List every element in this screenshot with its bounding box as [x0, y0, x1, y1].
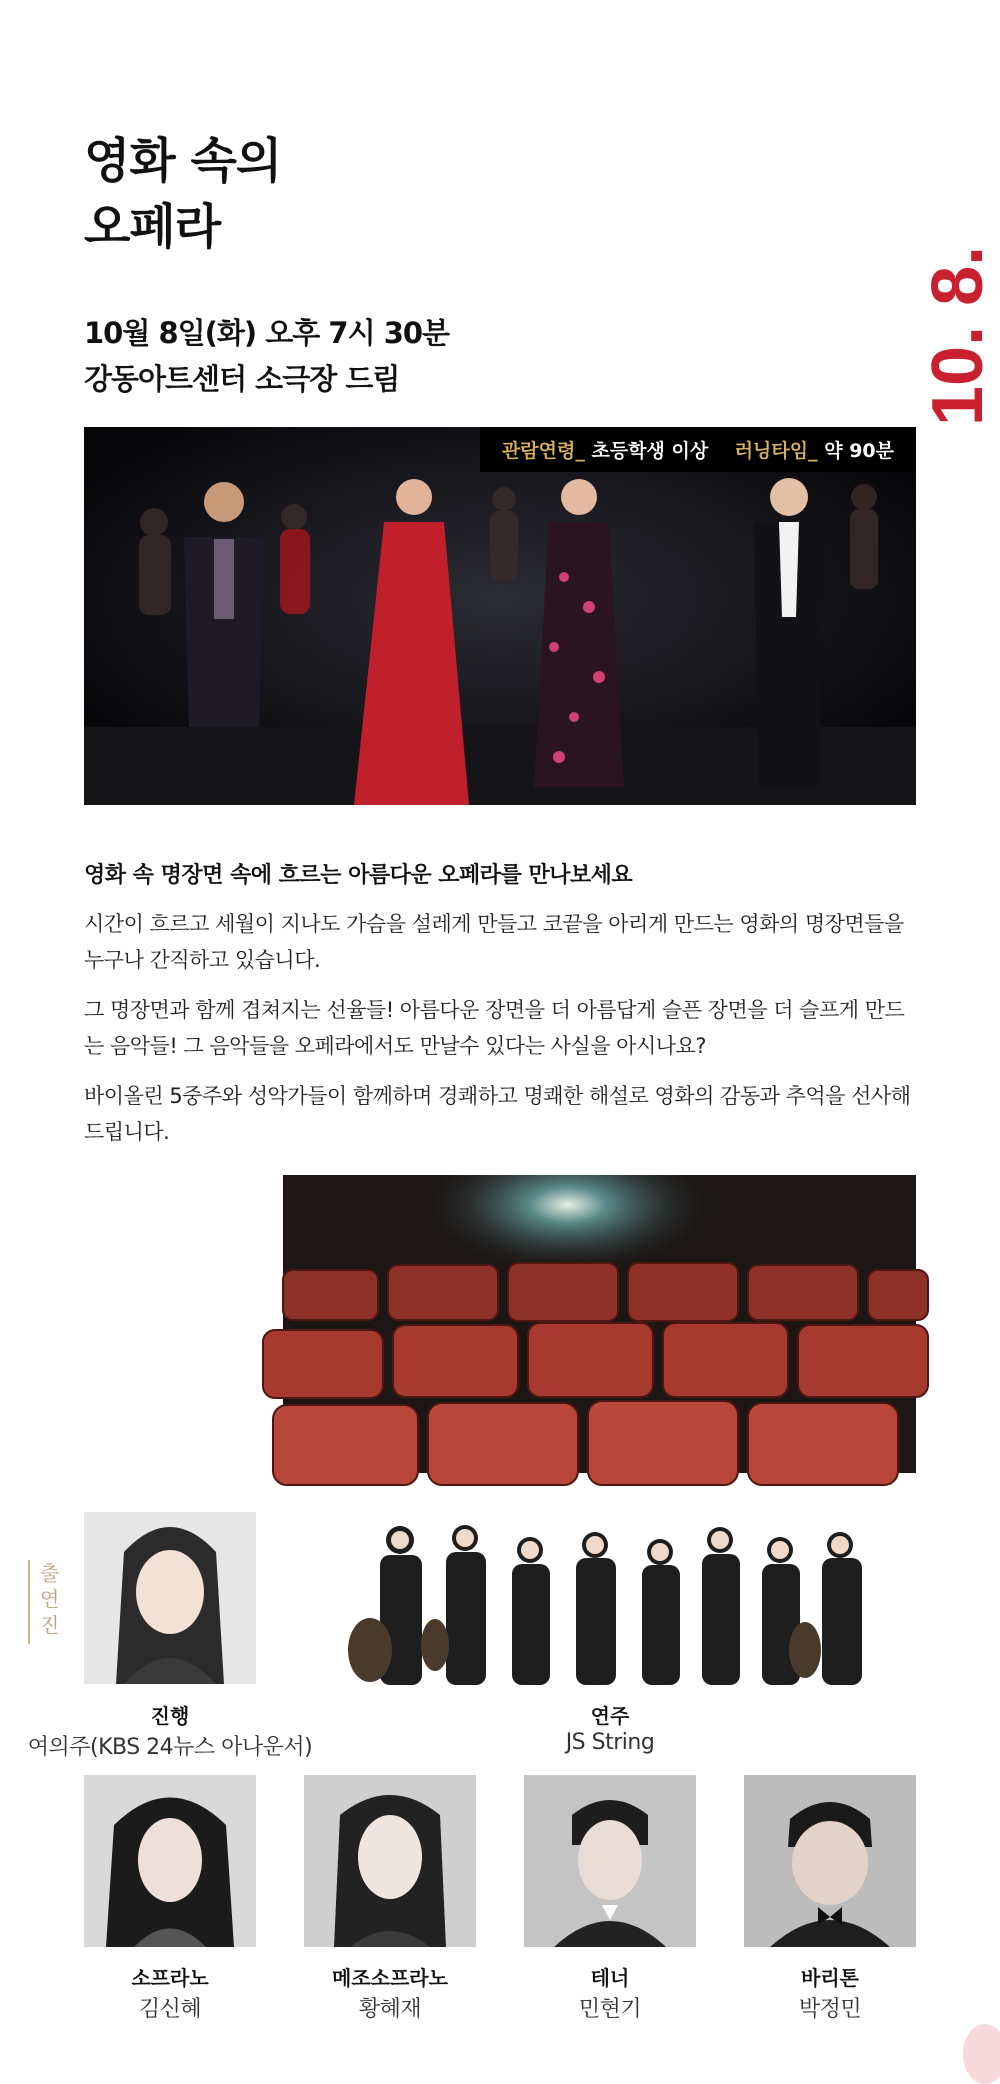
theater-seats-image: [283, 1175, 916, 1473]
hero-stage-photo: [84, 427, 916, 805]
cast-name: 황혜재: [358, 1997, 422, 2022]
cast-name: 김신혜: [138, 1997, 202, 2022]
title-line-1: 영화 속의: [84, 133, 282, 189]
avatar-tenor: [524, 1775, 696, 1947]
cast-role: 테너: [590, 1966, 630, 1990]
runtime-key: 러닝타임_: [734, 440, 818, 462]
cast-name: 민현기: [578, 1997, 642, 2022]
description-paragraph: 시간이 흐르고 세월이 지나도 가슴을 설레게 만들고 코끝을 아리게 만드는 영화의 명장면들을 누구나 간직하고 있습니다.: [84, 912, 904, 972]
ensemble-photo: [340, 1510, 900, 1685]
cast-role: 진행: [150, 1704, 190, 1728]
age-key: 관람연령_: [501, 440, 585, 462]
avatar-host: [84, 1512, 256, 1684]
event-info: [84, 310, 449, 402]
info-bar: [480, 427, 916, 472]
title-line-2: 오페라: [84, 199, 221, 255]
age-value: 초등학생 이상: [591, 440, 709, 462]
page-title: [84, 128, 281, 260]
side-date-text: 10. 8.: [918, 245, 998, 426]
event-datetime: 10월 8일(화) 오후 7시 30분: [84, 316, 450, 350]
avatar-soprano: [84, 1775, 256, 1947]
side-date: [918, 196, 998, 436]
description-lead: 영화 속 명장면 속에 흐르는 아름다운 오페라를 만나보세요: [84, 863, 633, 888]
cast-role: 연주: [590, 1704, 630, 1728]
avatar-mezzo-soprano: [304, 1775, 476, 1947]
avatar-baritone: [744, 1775, 916, 1947]
decorative-petal-icon: [940, 1994, 1000, 2084]
cast-name: 여의주(KBS 24뉴스 아나운서): [27, 1735, 313, 1760]
cast-role: 바리톤: [801, 1966, 859, 1990]
cast-role: 소프라노: [131, 1966, 209, 1990]
cast-section-label: [28, 1560, 60, 1644]
runtime-value: 약 90분: [824, 440, 894, 462]
cast-label-text: 출연진: [40, 1561, 60, 1637]
stage-illustration: [84, 427, 916, 805]
description-paragraph: 그 명장면과 함께 겹쳐지는 선율들! 아름다운 장면을 더 아름답게 슬픈 장면을 더 슬프게 만드는 음악들! 그 음악들을 오페라에서도 만날수 있다는 사실을 아시나요?: [84, 998, 905, 1058]
cast-name: 박정민: [798, 1997, 862, 2022]
description-paragraph: 바이올린 5중주와 성악가들이 함께하며 경쾌하고 명쾌한 해설로 영화의 감동과 추억을 선사해드립니다.: [84, 1084, 911, 1144]
cast-role: 메조소프라노: [332, 1966, 448, 1990]
event-venue: 강동아트센터 소극장 드림: [84, 362, 400, 396]
cast-name: JS String: [565, 1730, 655, 1755]
